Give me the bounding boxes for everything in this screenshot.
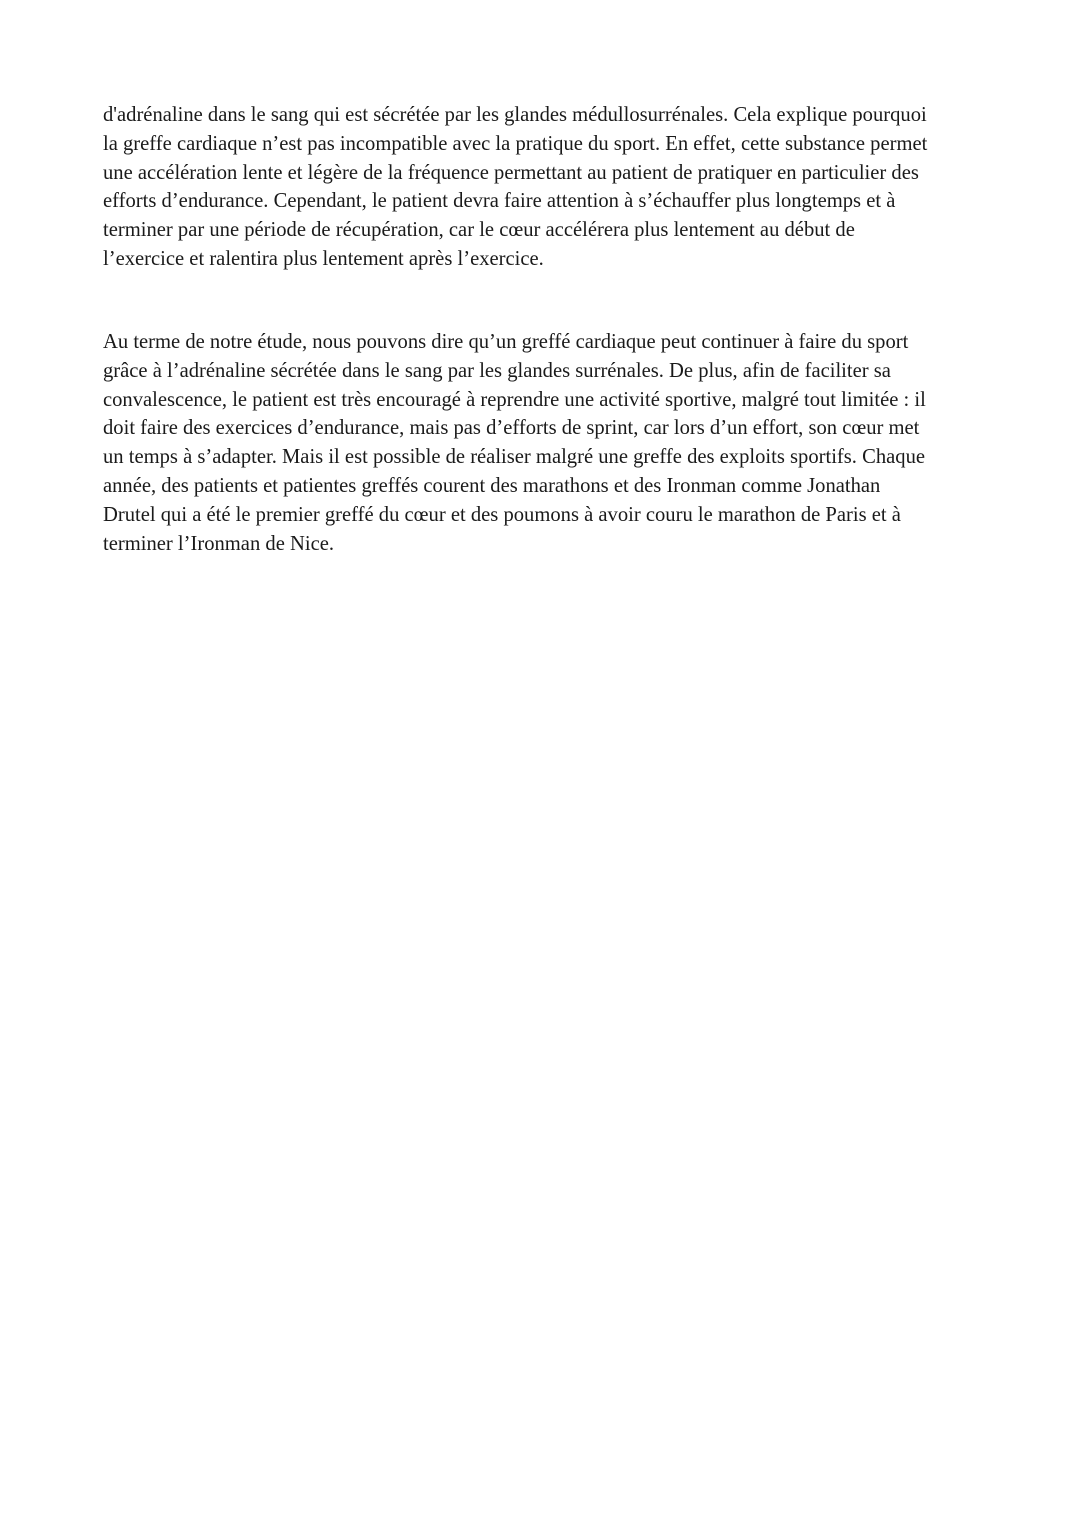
paragraph-line: une accélération lente et légère de la fréquence permettant au patient de pratiquer en particulier des [103,161,919,184]
paragraph-line: grâce à l’adrénaline sécrétée dans le sang par les glandes surrénales. De plus, afin de faciliter sa [103,359,891,382]
paragraph-conclusion [103,328,1003,558]
paragraph-line: Drutel qui a été le premier greffé du cœur et des poumons à avoir couru le marathon de Paris et à [103,503,901,526]
paragraph-adrenaline-explanation [103,101,1003,274]
paragraph-line: terminer l’Ironman de Nice. [103,532,335,555]
paragraph-line: doit faire des exercices d’endurance, mais pas d’efforts de sprint, car lors d’un effort, son cœur met [103,417,920,440]
paragraph-line: année, des patients et patientes greffés courent des marathons et des Ironman comme Jonathan [103,474,881,497]
paragraph-line: terminer par une période de récupération, car le cœur accélérera plus lentement au début de [103,219,855,242]
paragraph-line: d'adrénaline dans le sang qui est sécrétée par les glandes médullosurrénales. Cela explique pourquoi [103,104,927,126]
paragraph-line: l’exercice et ralentira plus lentement après l’exercice. [103,247,544,270]
paragraph-line: la greffe cardiaque n’est pas incompatible avec la pratique du sport. En effet, cette substance permet [103,132,928,155]
paragraph-line: convalescence, le patient est très encouragé à reprendre une activité sportive, malgré tout limitée : il [103,388,926,411]
paragraph-line: Au terme de notre étude, nous pouvons dire qu’un greffé cardiaque peut continuer à faire du sport [103,331,909,353]
paragraph-line: efforts d’endurance. Cependant, le patient devra faire attention à s’échauffer plus longtemps et à [103,190,896,213]
paragraph-line: un temps à s’adapter. Mais il est possible de réaliser malgré une greffe des exploits sportifs. Chaque [103,446,926,469]
